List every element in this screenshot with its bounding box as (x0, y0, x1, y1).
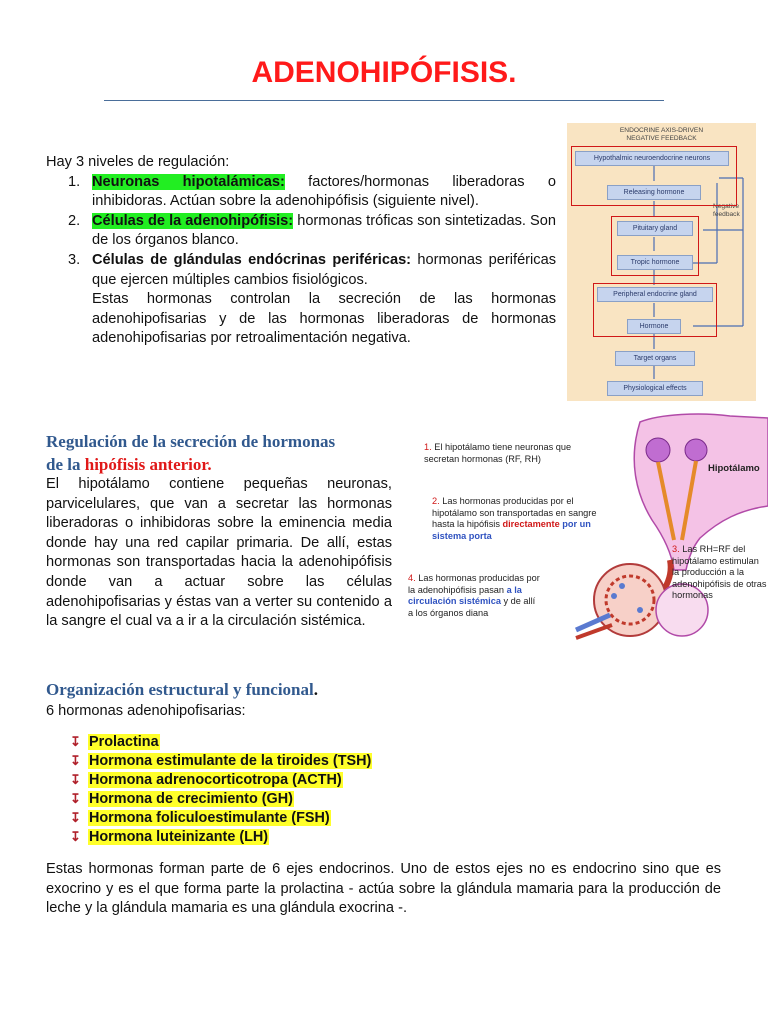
hormones-subtitle: 6 hormonas adenohipofisarias: (46, 703, 246, 719)
figure-note-2 (432, 496, 614, 542)
list-item (46, 212, 556, 251)
closing-paragraph: Estas hormonas forman parte de 6 ejes endocrinos. Uno de estos ejes no es endocrino sino que es exocrino y es el que forma parte la prolactina - actúa sobre la glándula mamaria para la producción de leche y la glándula mamaria es una glándula exocrina -. (46, 861, 721, 917)
regulation-body: El hipotálamo contiene pequeñas neuronas, parvicelulares, que van a secretar las hormonas liberadoras o inhibidoras sobre la eminencia media donde hay una red capilar primaria. De allí, estas hormonas son transportadas hacia la adenohipófisis donde van a actuar sobre las células adenohipofisarias y éstas van a verter su contenido a la sangre el cual va a ir a la circulación sistémica. (46, 476, 392, 630)
figure-note-3 (672, 544, 768, 602)
hormone-list (70, 732, 372, 846)
highlight-frame-peripheral (593, 283, 717, 337)
level-2-text: hormonas tróficas son sintetizadas. Son de los órganos blanco. (92, 212, 556, 249)
figure-note-4 (408, 573, 540, 619)
list-item (70, 789, 372, 808)
arrow-down-icon: ↧ (70, 772, 81, 787)
hormone-name: Hormona foliculoestimulante (FSH) (89, 810, 330, 826)
note-4-text-a: Las hormonas producidas por la adenohipófisis pasan (408, 573, 540, 595)
level-2-title: Células de la adenohipófisis: (92, 212, 294, 229)
box-target-organs: Target organs (615, 351, 695, 366)
organization-heading-text: Organización estructural y funcional (46, 680, 314, 699)
note-1-text: El hipotálamo tiene neuronas que secretan hormonas (RF, RH) (424, 442, 572, 464)
title-divider (104, 100, 664, 101)
note-3-text: Las RH=RF del hipotálamo estimulan la producción a la adenohipófisis de otras hormonas (672, 544, 767, 600)
level-3-text: hormonas periféricas que ejercen múltiples cambios fisiológicos. (92, 251, 556, 288)
regulation-intro: Hay 3 niveles de regulación: (46, 154, 230, 170)
page-title: ADENOHIPÓFISIS. (251, 56, 517, 89)
level-1-text: factores/hormonas liberadoras o inhibidoras. Actúan sobre la adenohipófisis (siguiente nivel). (92, 173, 556, 210)
list-item (46, 251, 556, 349)
list-item (70, 732, 372, 751)
highlight-frame-hypothalamus (571, 146, 737, 206)
box-releasing-hormone: Releasing hormone (607, 185, 701, 200)
note-4-text-b: y de allí a los órganos diana (408, 596, 536, 618)
arrow-down-icon: ↧ (70, 753, 81, 768)
feedback-label-line2: feedback (713, 211, 740, 218)
pituitary-figure (400, 410, 768, 650)
diagram-title-line2: NEGATIVE FEEDBACK (626, 135, 697, 142)
arrow-down-icon: ↧ (70, 791, 81, 806)
heading-red-text: hipófisis anterior. (84, 455, 212, 474)
hormone-name: Prolactina (89, 734, 159, 750)
diagram-title-line1: ENDOCRINE AXIS-DRIVEN (619, 127, 704, 134)
box-tropic-hormone: Tropic hormone (617, 255, 693, 270)
arrow-down-icon: ↧ (70, 810, 81, 825)
feedback-paragraph: Estas hormonas controlan la secreción de las hormonas adenohipofisarias y de las hormonas liberadoras de hormonas adenohipofisarias por retroalimentación negativa. (92, 291, 556, 347)
hormone-name: Hormona adrenocorticotropa (ACTH) (89, 772, 342, 788)
hormone-name: Hormona de crecimiento (GH) (89, 791, 293, 807)
figure-note-1 (424, 442, 594, 465)
list-item (70, 751, 372, 770)
organization-heading-dot: . (313, 680, 318, 699)
endocrine-axis-diagram (567, 123, 756, 401)
list-number: 1. (68, 173, 81, 190)
level-1-title: Neuronas hipotalámicas: (92, 173, 285, 190)
regulation-section (46, 153, 556, 349)
hypothalamus-label: Hipotálamo (708, 463, 760, 474)
hormone-name: Hormona luteinizante (LH) (89, 829, 269, 845)
hormone-name: Hormona estimulante de la tiroides (TSH) (89, 753, 372, 769)
section-heading-organization (46, 678, 318, 701)
feedback-label-line1: Negative (713, 203, 740, 210)
section-heading-regulation (46, 430, 396, 476)
heading-line2 (46, 453, 396, 476)
regulation-list (46, 173, 556, 349)
box-hypothalamic-neurons: Hypothalmic neuroendocrine neurons (575, 151, 729, 166)
note-2-red: directamente (502, 519, 560, 529)
list-item (46, 173, 556, 212)
arrow-down-icon: ↧ (70, 829, 81, 844)
list-number: 3. (68, 251, 81, 268)
box-physiological-effects: Physiological effects (607, 381, 703, 396)
list-item (70, 770, 372, 789)
level-3-title: Células de glándulas endócrinas periféricas: (92, 251, 412, 268)
box-pituitary-gland: Pituitary gland (617, 221, 693, 236)
list-number: 2. (68, 212, 81, 229)
note-2-number: 2. (432, 496, 440, 506)
note-2-blue: por un sistema porta (432, 519, 591, 541)
note-2-text: Las hormonas producidas por el hipotálamo son transportadas en sangre hasta la hipófisis (432, 496, 597, 529)
note-4-number: 4. (408, 573, 416, 583)
box-hormone: Hormone (627, 319, 681, 334)
list-item (70, 827, 372, 846)
note-1-number: 1. (424, 442, 432, 452)
heading-line1: Regulación de la secreción de hormonas (46, 432, 336, 451)
arrow-down-icon: ↧ (70, 734, 81, 749)
heading-line2-prefix: de la (46, 455, 85, 474)
note-3-number: 3. (672, 544, 680, 554)
note-4-blue: a la circulación sistémica (408, 584, 522, 606)
highlight-frame-pituitary (611, 216, 699, 276)
list-item (70, 808, 372, 827)
box-peripheral-gland: Peripheral endocrine gland (597, 287, 713, 302)
